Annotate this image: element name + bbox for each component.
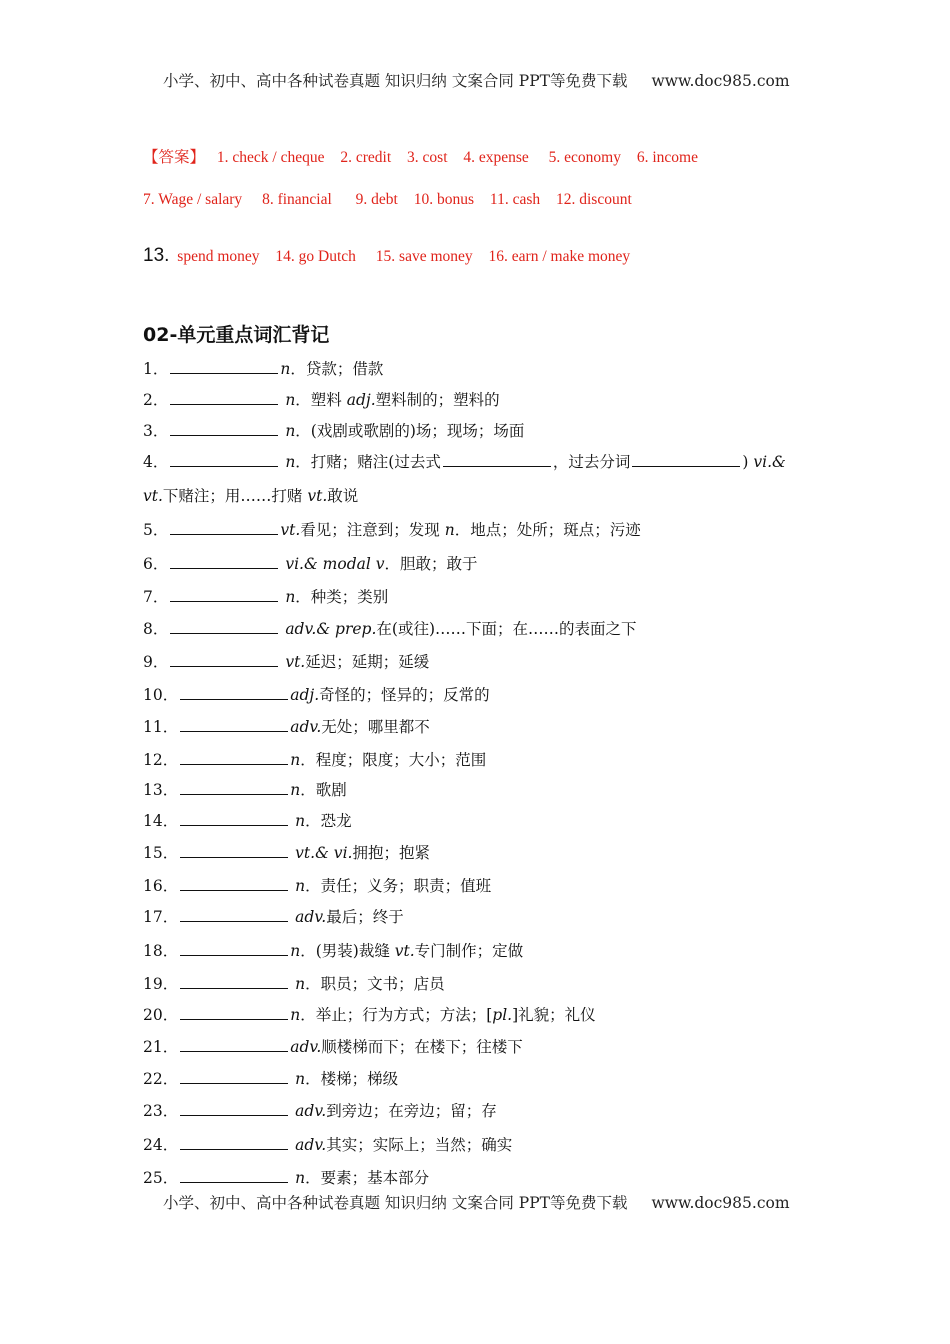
answer-blank[interactable] — [180, 906, 288, 922]
part-of-speech: n — [290, 751, 301, 769]
answer-blank[interactable] — [180, 842, 288, 858]
vocab-row-14 — [143, 809, 352, 831]
item-number: 24． — [143, 1136, 179, 1154]
definition: ．职员；文书；店员 — [305, 975, 445, 993]
definition: 下赌注；用……打赌 — [162, 487, 308, 505]
item-number: 1． — [143, 360, 169, 378]
part-of-speech: n — [285, 422, 296, 440]
vocab-row-10 — [143, 683, 490, 705]
vocab-row-21 — [143, 1035, 523, 1057]
part-of-speech: n — [295, 877, 306, 895]
definition: ．要素；基本部分 — [305, 1169, 430, 1187]
definition: 到旁边；在旁边；留；存 — [326, 1102, 497, 1120]
part-of-speech: adv. — [295, 1102, 327, 1120]
part-of-speech: n — [295, 1070, 306, 1088]
definition: ．打赌；赌注(过去式 — [295, 453, 441, 471]
answer-number-13: 13. — [143, 245, 170, 266]
vocab-row-22 — [143, 1067, 398, 1089]
definition-2: ．地点；处所；斑点；污迹 — [454, 521, 641, 539]
vocab-row-2 — [143, 388, 500, 410]
answer-item: 6. income — [636, 149, 698, 166]
definition: 其实；实际上；当然；确实 — [326, 1136, 513, 1154]
definition: ．恐龙 — [305, 812, 352, 830]
definition-2: 敢说 — [327, 487, 359, 505]
vocab-row-25 — [143, 1166, 429, 1188]
definition: ．歌剧 — [300, 781, 347, 799]
definition-2: 塑料制的；塑料的 — [375, 391, 500, 409]
part-of-speech: n — [285, 453, 296, 471]
footer-site-link[interactable]: www.doc985.com — [651, 1194, 790, 1212]
past-tense-blank[interactable] — [443, 451, 551, 467]
page-header — [163, 69, 790, 91]
answer-blank[interactable] — [180, 1068, 288, 1084]
definition: ．胆敢；敢于 — [384, 555, 478, 573]
vocab-row-15 — [143, 841, 430, 863]
item-number: 11． — [143, 718, 179, 736]
answer-item: 8. financial — [262, 191, 332, 208]
answer-blank[interactable] — [170, 358, 278, 374]
definition: ．责任；义务；职责；值班 — [305, 877, 492, 895]
part-of-speech-2: pl. — [492, 1006, 513, 1024]
item-number: 10． — [143, 686, 179, 704]
part-of-speech: adj. — [290, 686, 320, 704]
vocab-row-13 — [143, 778, 347, 800]
item-number: 14． — [143, 812, 179, 830]
vocab-row-1 — [143, 357, 383, 379]
vocab-row-19 — [143, 972, 445, 994]
part-of-speech: adv.& prep. — [285, 620, 377, 638]
answer-item: 9. debt — [355, 191, 398, 208]
definition: 奇怪的；怪异的；反常的 — [319, 686, 490, 704]
answer-item: 10. bonus — [413, 191, 475, 208]
item-number: 25． — [143, 1169, 179, 1187]
part-of-speech-2: vi.& — [753, 453, 786, 471]
definition: ．(戏剧或歌剧的)场；现场；场面 — [295, 422, 525, 440]
answer-blank[interactable] — [180, 1100, 288, 1116]
part-of-speech: n — [290, 1006, 301, 1024]
item-number: 23． — [143, 1102, 179, 1120]
vocab-row-8 — [143, 617, 637, 639]
vocab-row-7 — [143, 585, 388, 607]
item-number: 21． — [143, 1038, 179, 1056]
answer-blank[interactable] — [170, 586, 278, 602]
answer-blank[interactable] — [180, 1004, 288, 1020]
vocab-row-6 — [143, 552, 478, 574]
vocab-row-20 — [143, 1003, 596, 1025]
item-number: 2． — [143, 391, 169, 409]
definition-2: 专门制作；定做 — [414, 942, 524, 960]
page-footer — [163, 1191, 790, 1213]
answer-item: 16. earn / make money — [488, 248, 631, 265]
definition: 在(或往)……下面；在……的表面之下 — [376, 620, 637, 638]
answer-item: 5. economy — [548, 149, 621, 166]
answer-label: 【答案】 — [143, 149, 206, 166]
part-of-speech: n — [280, 360, 291, 378]
header-text: 小学、初中、高中各种试卷真题 知识归纳 文案合同 PPT等免费下载 — [163, 72, 628, 90]
definition-mid: ，过去分词 — [552, 453, 631, 471]
item-number: 18． — [143, 942, 179, 960]
item-number: 5． — [143, 521, 169, 539]
part-of-speech: vi.& modal v — [285, 555, 385, 573]
answer-line-3 — [143, 245, 642, 267]
vocab-row-5 — [143, 518, 641, 540]
definition: 拥抱；抱紧 — [352, 844, 430, 862]
definition: 看见；注意到；发现 — [300, 521, 445, 539]
answer-blank[interactable] — [180, 1036, 288, 1052]
item-number: 6． — [143, 555, 169, 573]
answer-blank[interactable] — [170, 553, 278, 569]
part-of-speech: vt. — [143, 487, 163, 505]
vocab-row-3 — [143, 419, 524, 441]
definition: 延迟；延期；延缓 — [305, 653, 430, 671]
part-of-speech-2: n — [444, 521, 455, 539]
item-number: 4． — [143, 453, 169, 471]
part-of-speech: vt.& vi. — [295, 844, 353, 862]
answer-item: 3. cost — [407, 149, 448, 166]
part-of-speech: adv. — [290, 1038, 322, 1056]
part-of-speech: n — [285, 588, 296, 606]
definition: ．贷款；借款 — [290, 360, 384, 378]
item-number: 17． — [143, 908, 179, 926]
vocab-row-24 — [143, 1133, 512, 1155]
part-of-speech-2: vt. — [394, 942, 415, 960]
answer-item: 15. save money — [375, 248, 473, 265]
definition: ．种类；类别 — [295, 588, 389, 606]
vocab-row-4 — [143, 450, 786, 472]
answer-blank[interactable] — [180, 940, 288, 956]
vocab-row-18 — [143, 939, 523, 961]
vocab-row-4-cont — [143, 484, 358, 506]
item-number: 9． — [143, 653, 169, 671]
part-of-speech: n — [290, 781, 301, 799]
part-of-speech: n — [295, 1169, 306, 1187]
item-number: 12． — [143, 751, 179, 769]
item-number: 19． — [143, 975, 179, 993]
item-number: 7． — [143, 588, 169, 606]
definition: ．举止；行为方式；方法；[ — [300, 1006, 493, 1024]
answer-item: 7. Wage / salary — [143, 191, 243, 208]
definition-2: ]礼貌；礼仪 — [512, 1006, 596, 1024]
answer-blank[interactable] — [180, 779, 288, 795]
answer-item: spend money — [177, 248, 260, 265]
footer-text: 小学、初中、高中各种试卷真题 知识归纳 文案合同 PPT等免费下载 — [163, 1194, 628, 1212]
answer-blank[interactable] — [180, 716, 288, 732]
answer-blank[interactable] — [180, 973, 288, 989]
item-number: 8． — [143, 620, 169, 638]
answer-item: 1. check / cheque — [216, 149, 325, 166]
definition: 顺楼梯而下；在楼下；往楼下 — [321, 1038, 523, 1056]
answer-blank[interactable] — [180, 1167, 288, 1183]
definition: ．程度；限度；大小；范围 — [300, 751, 487, 769]
part-of-speech-2: vt. — [307, 487, 328, 505]
item-number: 3． — [143, 422, 169, 440]
definition: 无处；哪里都不 — [321, 718, 430, 736]
vocab-row-12 — [143, 748, 486, 770]
part-of-speech: vt. — [285, 653, 306, 671]
vocab-row-9 — [143, 650, 429, 672]
answer-blank[interactable] — [170, 651, 278, 667]
definition: 最后；终于 — [326, 908, 404, 926]
answer-item: 14. go Dutch — [275, 248, 356, 265]
part-of-speech: adv. — [290, 718, 322, 736]
item-number: 22． — [143, 1070, 179, 1088]
answer-blank[interactable] — [170, 420, 278, 436]
vocab-row-16 — [143, 874, 491, 896]
answer-item: 2. credit — [340, 149, 392, 166]
part-of-speech: n — [295, 975, 306, 993]
answer-item: 4. expense — [463, 149, 529, 166]
past-participle-blank[interactable] — [632, 451, 740, 467]
answer-blank[interactable] — [180, 1134, 288, 1150]
item-number: 15． — [143, 844, 179, 862]
answer-item: 12. discount — [556, 191, 632, 208]
definition-end: ) — [742, 453, 754, 471]
part-of-speech: adv. — [295, 1136, 327, 1154]
vocab-row-17 — [143, 905, 404, 927]
answer-line-1 — [143, 145, 710, 167]
answer-blank[interactable] — [180, 684, 288, 700]
item-number: 13． — [143, 781, 179, 799]
definition: ．塑料 — [295, 391, 347, 409]
answer-blank[interactable] — [180, 810, 288, 826]
answer-blank[interactable] — [170, 618, 278, 634]
vocab-row-11 — [143, 715, 430, 737]
part-of-speech: n — [290, 942, 301, 960]
part-of-speech: vt. — [280, 521, 301, 539]
part-of-speech: n — [295, 812, 306, 830]
part-of-speech: n — [285, 391, 296, 409]
answer-blank[interactable] — [170, 519, 278, 535]
section-title: 02-单元重点词汇背记 — [143, 324, 330, 346]
part-of-speech: adv. — [295, 908, 327, 926]
definition: ．楼梯；梯级 — [305, 1070, 399, 1088]
answer-blank[interactable] — [170, 451, 278, 467]
part-of-speech-2: adj. — [346, 391, 376, 409]
answer-line-2 — [143, 191, 644, 209]
item-number: 20． — [143, 1006, 179, 1024]
answer-blank[interactable] — [170, 389, 278, 405]
header-site-link[interactable]: www.doc985.com — [651, 72, 790, 90]
answer-blank[interactable] — [180, 749, 288, 765]
vocab-row-23 — [143, 1099, 497, 1121]
answer-blank[interactable] — [180, 875, 288, 891]
definition: ．(男装)裁缝 — [300, 942, 395, 960]
answer-item: 11. cash — [489, 191, 541, 208]
item-number: 16． — [143, 877, 179, 895]
